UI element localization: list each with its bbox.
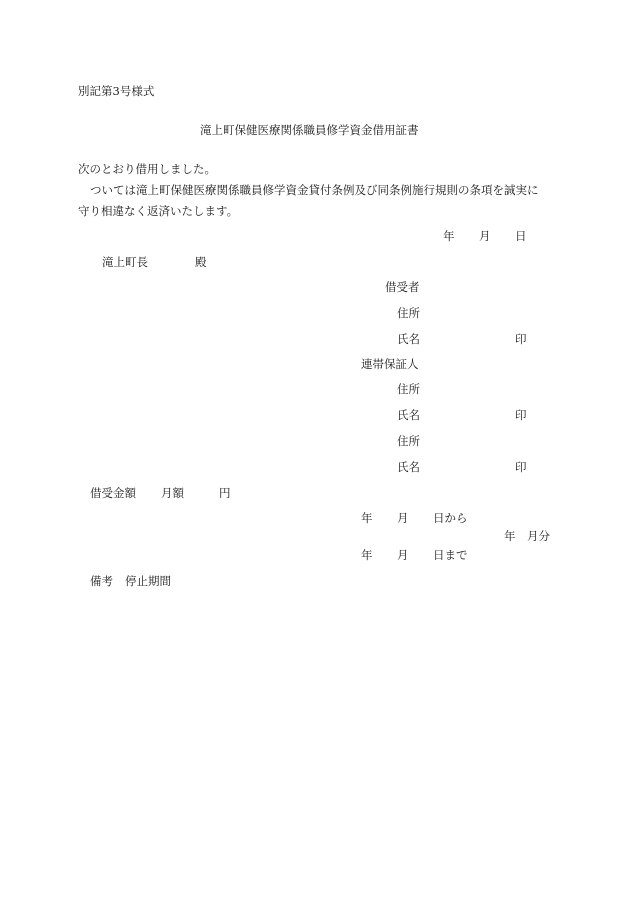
borrower-address-label: 住所	[397, 306, 420, 320]
borrower-heading: 借受者	[385, 280, 420, 294]
document-title: 滝上町保健医療関係職員修学資金借用証書	[200, 123, 419, 137]
period-to-day: 日まで	[433, 548, 468, 562]
body-line-3: 守り相違なく返済いたします。	[78, 204, 239, 218]
remarks-label: 備考	[90, 574, 113, 588]
loan-yen: 円	[219, 486, 231, 500]
guarantor-address-label-1: 住所	[397, 382, 420, 396]
suspension-period-label: 停止期間	[125, 574, 171, 588]
guarantor-name-label-2: 氏名	[397, 460, 420, 474]
body-line-1: 次のとおり借用しました。	[78, 162, 216, 176]
guarantor-seal-1: 印	[515, 408, 527, 422]
period-from-year: 年	[361, 511, 373, 525]
addressee: 滝上町長	[102, 255, 148, 269]
guarantor-heading: 連帯保証人	[361, 357, 419, 371]
borrower-seal: 印	[515, 332, 527, 346]
period-from-day: 日から	[433, 511, 468, 525]
loan-amount-label: 借受金額	[90, 486, 136, 500]
date-month: 月	[479, 229, 491, 243]
period-total-year: 年	[504, 529, 516, 543]
period-to-month: 月	[397, 548, 409, 562]
body-line-2: ついては滝上町保健医療関係職員修学資金貸付条例及び同条例施行規則の条項を誠実に	[90, 183, 539, 197]
honorific: 殿	[195, 255, 207, 269]
guarantor-name-label-1: 氏名	[397, 408, 420, 422]
period-total-month: 月分	[527, 529, 550, 543]
guarantor-address-label-2: 住所	[397, 434, 420, 448]
period-from-month: 月	[397, 511, 409, 525]
period-to-year: 年	[361, 548, 373, 562]
form-number: 別記第3号様式	[78, 84, 155, 98]
loan-monthly-label: 月額	[161, 486, 184, 500]
date-day: 日	[515, 229, 527, 243]
date-year: 年	[443, 229, 455, 243]
guarantor-seal-2: 印	[515, 460, 527, 474]
borrower-name-label: 氏名	[397, 332, 420, 346]
